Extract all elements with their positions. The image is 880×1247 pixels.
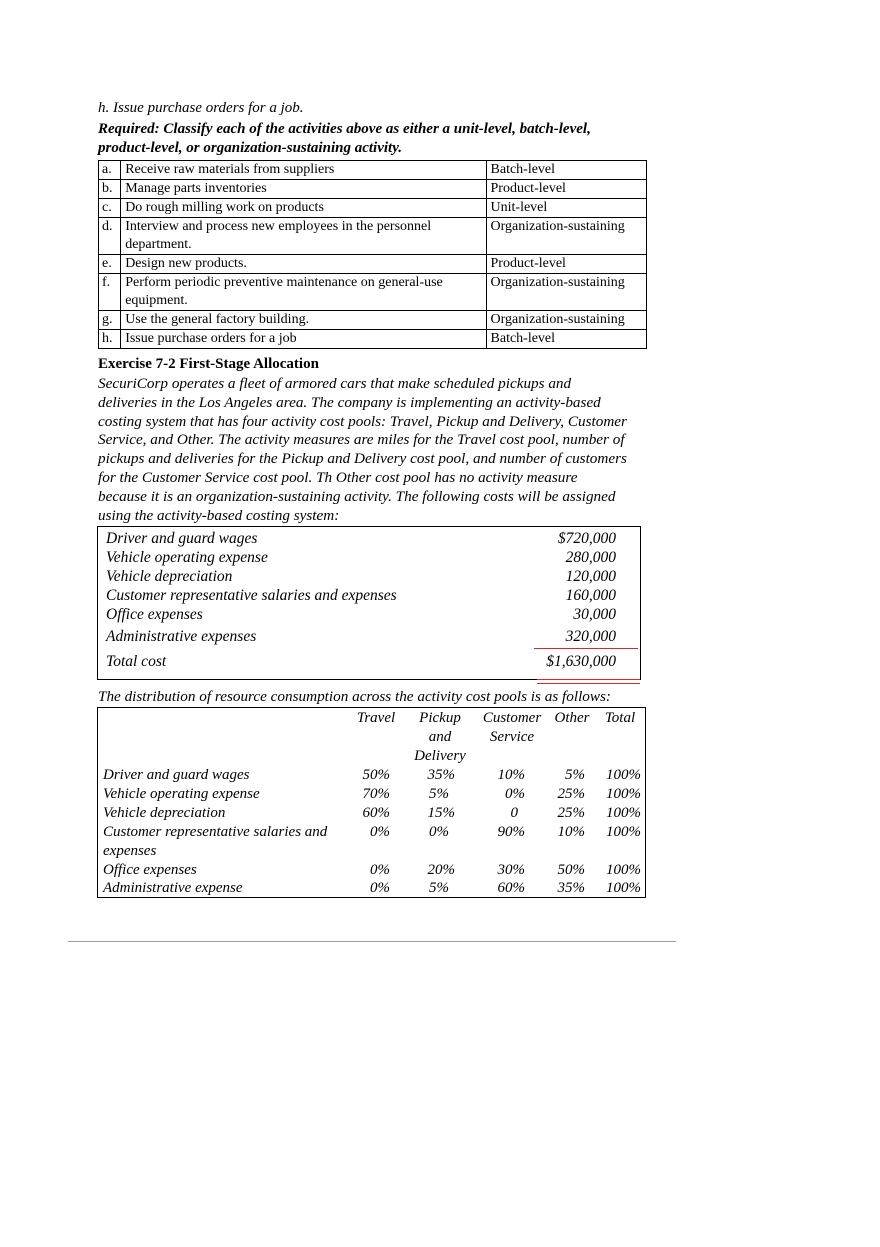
cell-customer: 0 <box>510 805 518 821</box>
header-customer-2: Service <box>489 729 535 745</box>
cost-amount: 30,000 <box>573 606 616 623</box>
cell-travel: 70% <box>362 786 390 802</box>
cell-customer: 10% <box>497 767 525 783</box>
row-level: Product-level <box>486 180 646 199</box>
paragraph-line: costing system that has four activity cost pools: Travel, Pickup and Delivery, Customer <box>98 412 627 430</box>
row-letter: h. <box>99 330 121 349</box>
table-row <box>99 311 647 330</box>
cell-customer: 0% <box>505 786 525 802</box>
cell-other: 35% <box>557 880 585 896</box>
row-level: Organization-sustaining <box>486 274 646 311</box>
cell-total: 100% <box>606 880 641 896</box>
cell-travel: 60% <box>362 805 390 821</box>
header-total: Total <box>604 710 636 726</box>
total-cost-label: Total cost <box>106 653 167 670</box>
cost-table <box>97 526 641 680</box>
row-label: Vehicle depreciation <box>103 805 226 821</box>
paragraph-line: using the activity-based costing system: <box>98 506 340 524</box>
row-activity: Interview and process new employees in the personnel department. <box>121 218 486 255</box>
exercise-title: Exercise 7-2 First-Stage Allocation <box>98 356 319 372</box>
cost-label: Vehicle depreciation <box>106 568 233 585</box>
cost-label: Vehicle operating expense <box>106 549 268 566</box>
row-level: Unit-level <box>486 199 646 218</box>
row-level: Batch-level <box>486 330 646 349</box>
required-line-2: product-level, or organization-sustaining activity. <box>98 140 403 156</box>
table-row <box>99 161 647 180</box>
row-level: Organization-sustaining <box>486 218 646 255</box>
row-letter: d. <box>99 218 121 255</box>
cell-total: 100% <box>606 786 641 802</box>
total-double-underline-top <box>537 679 640 680</box>
header-customer-1: Customer <box>482 710 542 726</box>
paragraph-line: pickups and deliveries for the Pickup and Delivery cost pool, and number of customers <box>98 450 627 468</box>
row-letter: a. <box>99 161 121 180</box>
row-activity: Use the general factory building. <box>121 311 486 330</box>
row-label: Vehicle operating expense <box>103 786 260 802</box>
classification-table <box>98 160 647 349</box>
cost-amount: $720,000 <box>557 530 616 547</box>
row-activity: Perform periodic preventive maintenance on general-use equipment. <box>121 274 486 311</box>
row-label: Office expenses <box>103 862 197 878</box>
distribution-intro: The distribution of resource consumption across the activity cost pools is as follows: <box>98 688 611 705</box>
cell-total: 100% <box>606 824 641 840</box>
row-activity: Issue purchase orders for a job <box>121 330 486 349</box>
row-activity: Receive raw materials from suppliers <box>121 161 486 180</box>
row-activity: Design new products. <box>121 255 486 274</box>
cost-label: Driver and guard wages <box>106 530 258 547</box>
cell-travel: 50% <box>362 767 390 783</box>
cell-pickup: 5% <box>429 786 449 802</box>
row-label: Customer representative salaries and <box>103 824 328 840</box>
cell-other: 25% <box>557 805 585 821</box>
intro-item: h. Issue purchase orders for a job. <box>98 100 304 116</box>
table-row <box>99 330 647 349</box>
cell-travel: 0% <box>370 824 390 840</box>
row-level: Batch-level <box>486 161 646 180</box>
required-line-1: Required: Classify each of the activities above as either a unit-level, batch-level, <box>98 121 591 137</box>
cell-pickup: 35% <box>427 767 455 783</box>
total-cost-amount: $1,630,000 <box>546 653 616 670</box>
row-letter: c. <box>99 199 121 218</box>
row-activity: Do rough milling work on products <box>121 199 486 218</box>
cell-total: 100% <box>606 767 641 783</box>
header-other: Other <box>554 710 590 726</box>
header-pickup-3: Delivery <box>414 748 466 764</box>
exercise-paragraph <box>98 375 658 525</box>
cost-amount: 120,000 <box>565 568 616 585</box>
header-pickup-1: Pickup <box>419 710 461 726</box>
row-letter: e. <box>99 255 121 274</box>
subtotal-underline <box>534 648 638 649</box>
cost-label: Customer representative salaries and expenses <box>106 587 397 604</box>
header-pickup-2: and <box>428 729 452 745</box>
cost-amount: 160,000 <box>565 587 616 604</box>
table-row <box>99 274 647 311</box>
row-label: Driver and guard wages <box>103 767 250 783</box>
row-activity: Manage parts inventories <box>121 180 486 199</box>
total-double-underline-bottom <box>537 683 640 684</box>
cell-other: 25% <box>557 786 585 802</box>
cell-other: 10% <box>557 824 585 840</box>
paragraph-line: for the Customer Service cost pool. Th Other cost pool has no activity measure <box>98 468 578 486</box>
footer-rule <box>68 941 676 942</box>
cell-total: 100% <box>606 805 641 821</box>
paragraph-line: Service, and Other. The activity measures are miles for the Travel cost pool, number of <box>98 431 625 449</box>
cell-other: 50% <box>557 862 585 878</box>
paragraph-line: because it is an organization-sustaining activity. The following costs will be assigned <box>98 487 616 505</box>
row-label: Administrative expense <box>103 880 243 896</box>
row-letter: b. <box>99 180 121 199</box>
row-level: Product-level <box>486 255 646 274</box>
cell-pickup: 0% <box>429 824 449 840</box>
cell-travel: 0% <box>370 880 390 896</box>
paragraph-line: deliveries in the Los Angeles area. The company is implementing an activity-based <box>98 393 601 411</box>
cell-travel: 0% <box>370 862 390 878</box>
cell-customer: 30% <box>497 862 525 878</box>
cost-amount: 320,000 <box>565 628 616 645</box>
cell-pickup: 5% <box>429 880 449 896</box>
row-letter: g. <box>99 311 121 330</box>
paragraph-line: SecuriCorp operates a fleet of armored cars that make scheduled pickups and <box>98 375 572 392</box>
row-level: Organization-sustaining <box>486 311 646 330</box>
row-letter: f. <box>99 274 121 311</box>
cell-customer: 90% <box>497 824 525 840</box>
row-label-continued: expenses <box>103 843 157 859</box>
header-travel: Travel <box>356 710 396 726</box>
cell-other: 5% <box>565 767 585 783</box>
cost-label: Office expenses <box>106 606 203 623</box>
cell-pickup: 15% <box>427 805 455 821</box>
table-row <box>99 199 647 218</box>
cost-label: Administrative expenses <box>106 628 257 645</box>
cell-total: 100% <box>606 862 641 878</box>
distribution-table <box>97 707 646 898</box>
table-row <box>99 255 647 274</box>
cell-customer: 60% <box>497 880 525 896</box>
cost-amount: 280,000 <box>565 549 616 566</box>
cell-pickup: 20% <box>427 862 455 878</box>
table-row <box>99 180 647 199</box>
table-row <box>99 218 647 255</box>
